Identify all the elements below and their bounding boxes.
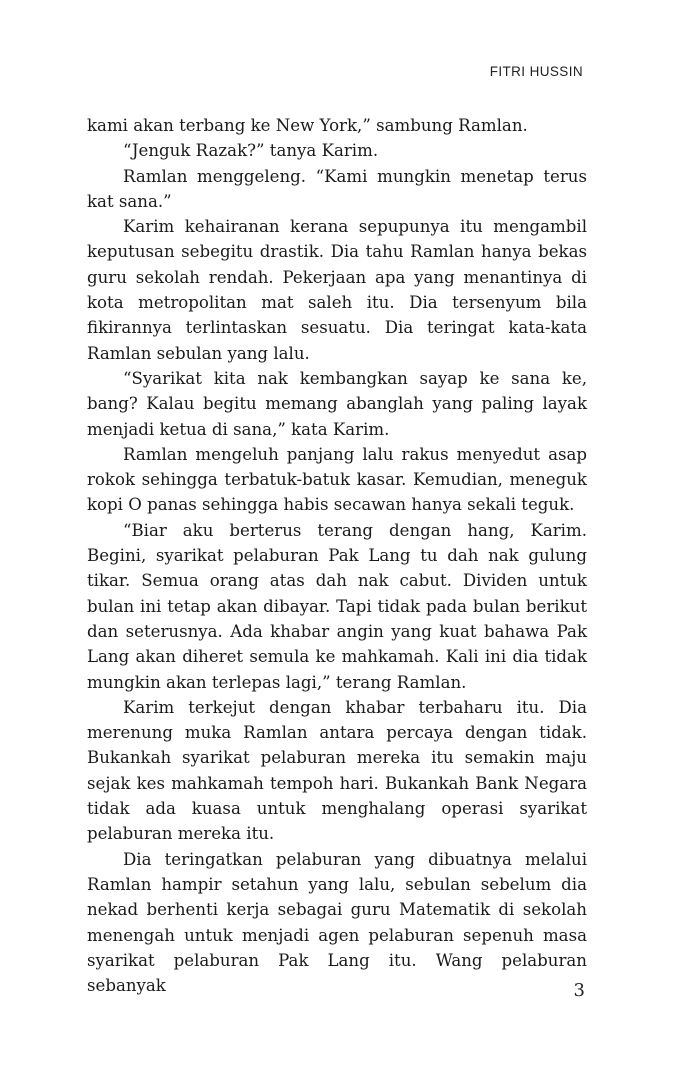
body-text xyxy=(87,113,587,998)
running-head: FITRI HUSSIN xyxy=(489,64,583,79)
page-number: 3 xyxy=(573,980,585,1001)
paragraph: “Jenguk Razak?” tanya Karim. xyxy=(123,141,379,161)
paragraph: “Syarikat kita nak kembangkan sayap ke sana ke, bang? Kalau begitu memang abanglah yang paling layak menjadi ketua di sana,” kata Karim. xyxy=(87,368,587,439)
paragraph: kami akan terbang ke New York,” sambung Ramlan. xyxy=(87,116,528,135)
paragraph: Karim terkejut dengan khabar terbaharu itu. Dia merenung muka Ramlan antara percaya dengan tidak. Bukankah syarikat pelaburan mereka itu semakin maju sejak kes mahkamah tempoh hari. Bukankah Bank Negara tidak ada kuasa untuk menghalang operasi syarikat pelaburan mereka itu. xyxy=(87,697,587,844)
paragraph: Ramlan menggeleng. “Kami mungkin menetap terus kat sana.” xyxy=(87,166,587,211)
paragraph: Dia teringatkan pelaburan yang dibuatnya melalui Ramlan hampir setahun yang lalu, sebulan sebelum dia nekad berhenti kerja sebagai guru Matematik di sekolah menengah untuk menjadi agen pelaburan sepenuh masa syarikat pelaburan Pak Lang itu. Wang pelaburan sebanyak xyxy=(87,849,587,996)
paragraph: Karim kehairanan kerana sepupunya itu mengambil keputusan sebegitu drastik. Dia tahu Ramlan hanya bekas guru sekolah rendah. Pekerjaan apa yang menantinya di kota metropolitan mat saleh itu. Dia tersenyum bila fikirannya terlintaskan sesuatu. Dia teringat kata-kata Ramlan sebulan yang lalu. xyxy=(87,217,587,363)
paragraph: “Biar aku berterus terang dengan hang, Karim. Begini, syarikat pelaburan Pak Lang tu dah nak gulung tikar. Semua orang atas dah nak cabut. Dividen untuk bulan ini tetap akan dibayar. Tapi tidak pada bulan berikut dan seterusnya. Ada khabar angin yang kuat bahawa Pak Lang akan diheret semula ke mahkamah. Kali ini dia tidak mungkin akan terlepas lagi,” terang Ramlan. xyxy=(87,520,587,692)
paragraph: Ramlan mengeluh panjang lalu rakus menyedut asap rokok sehingga terbatuk-batuk kasar. Kemudian, meneguk kopi O panas sehingga habis secawan hanya sekali teguk. xyxy=(87,444,587,515)
